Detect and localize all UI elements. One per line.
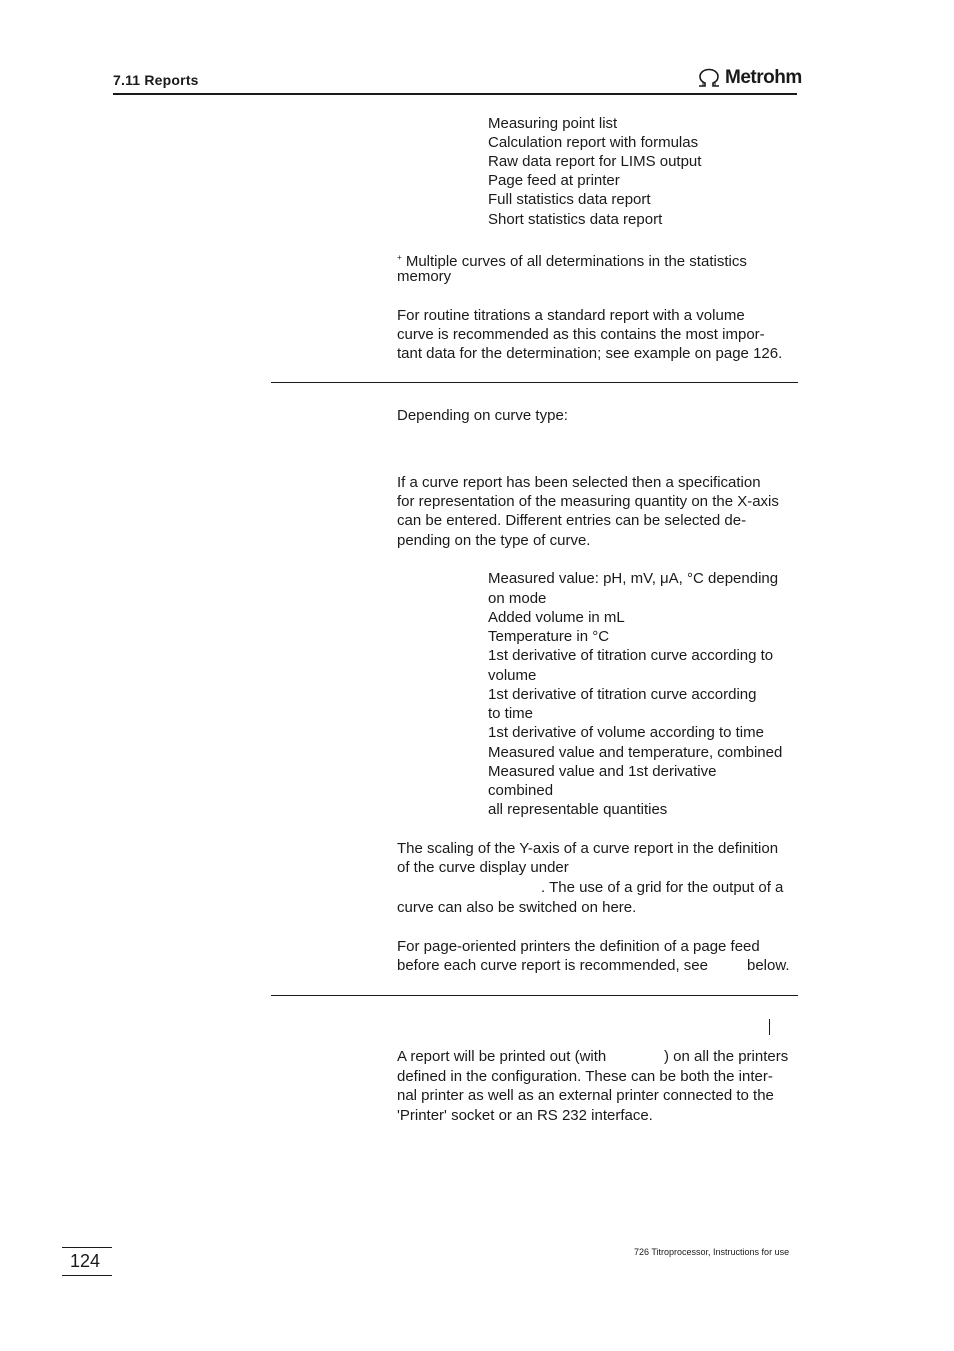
list-item: on mode xyxy=(488,590,547,607)
section-title: 7.11 Reports xyxy=(113,72,199,88)
list-item: Raw data report for LIMS output xyxy=(488,153,702,170)
page-number-rule-top xyxy=(62,1247,112,1248)
footnote-line: memory xyxy=(397,268,452,285)
paragraph-line: can be entered. Different entries can be selected de- xyxy=(397,512,747,529)
list-item: Short statistics data report xyxy=(488,211,663,228)
list-item: to time xyxy=(488,705,534,722)
paragraph-line: 'Printer' socket or an RS 232 interface. xyxy=(397,1107,653,1124)
list-item: Full statistics data report xyxy=(488,191,651,208)
paragraph-line: nal printer as well as an external printer connected to the xyxy=(397,1087,774,1104)
section-divider xyxy=(271,995,798,996)
brand-name: Metrohm xyxy=(725,67,802,88)
paragraph-line: curve can also be switched on here. xyxy=(397,899,637,916)
paragraph-line: ) on all the printers xyxy=(664,1048,789,1065)
paragraph-line: If a curve report has been selected then a specification xyxy=(397,474,761,491)
curve-type-label: Depending on curve type: xyxy=(397,407,568,424)
paragraph-line: before each curve report is recommended, see xyxy=(397,957,708,974)
header-rule xyxy=(113,93,797,95)
paragraph-line: . The use of a grid for the output of a xyxy=(541,879,784,896)
list-item: volume xyxy=(488,667,537,684)
list-item: 1st derivative of volume according to time xyxy=(488,724,764,741)
list-item: Temperature in °C xyxy=(488,628,610,645)
paragraph-line: pending on the type of curve. xyxy=(397,532,591,549)
paragraph-line: A report will be printed out (with xyxy=(397,1048,607,1065)
paragraph-line: For routine titrations a standard report with a volume xyxy=(397,307,745,324)
footnote-line: + Multiple curves of all determinations in the statistics xyxy=(397,253,747,270)
footer-doc-title: 726 Titroprocessor, Instructions for use xyxy=(634,1247,790,1257)
paragraph-line: tant data for the determination; see example on page 126. xyxy=(397,345,783,362)
paragraph-line: The scaling of the Y-axis of a curve report in the definition xyxy=(397,840,779,857)
list-item: Page feed at printer xyxy=(488,172,620,189)
list-item: all representable quantities xyxy=(488,801,668,818)
paragraph-line: for representation of the measuring quantity on the X-axis xyxy=(397,493,779,510)
list-item: 1st derivative of titration curve according xyxy=(488,686,757,703)
omega-logo-icon xyxy=(697,68,721,88)
list-item: Measured value: pH, mV, μA, °C depending xyxy=(488,570,779,587)
paragraph-line: For page-oriented printers the definition of a page feed xyxy=(397,938,760,955)
footnote-marker: + xyxy=(397,253,402,262)
paragraph-line: defined in the configuration. These can be both the inter- xyxy=(397,1068,773,1085)
paragraph-line: curve is recommended as this contains the most impor- xyxy=(397,326,765,343)
list-item: Measured value and temperature, combined xyxy=(488,744,783,761)
page-number: 124 xyxy=(70,1251,101,1271)
cursor-bar xyxy=(769,1019,770,1035)
list-item: Measured value and 1st derivative xyxy=(488,763,717,780)
list-item: 1st derivative of titration curve according to xyxy=(488,647,774,664)
brand-logo xyxy=(697,66,802,90)
list-item: Calculation report with formulas xyxy=(488,134,699,151)
list-item: Measuring point list xyxy=(488,115,618,132)
paragraph-line: below. xyxy=(747,957,790,974)
list-item: Added volume in mL xyxy=(488,609,625,626)
list-item: combined xyxy=(488,782,554,799)
page-number-rule-bottom xyxy=(62,1275,112,1276)
section-divider xyxy=(271,382,798,383)
paragraph-line: of the curve display under xyxy=(397,859,569,876)
